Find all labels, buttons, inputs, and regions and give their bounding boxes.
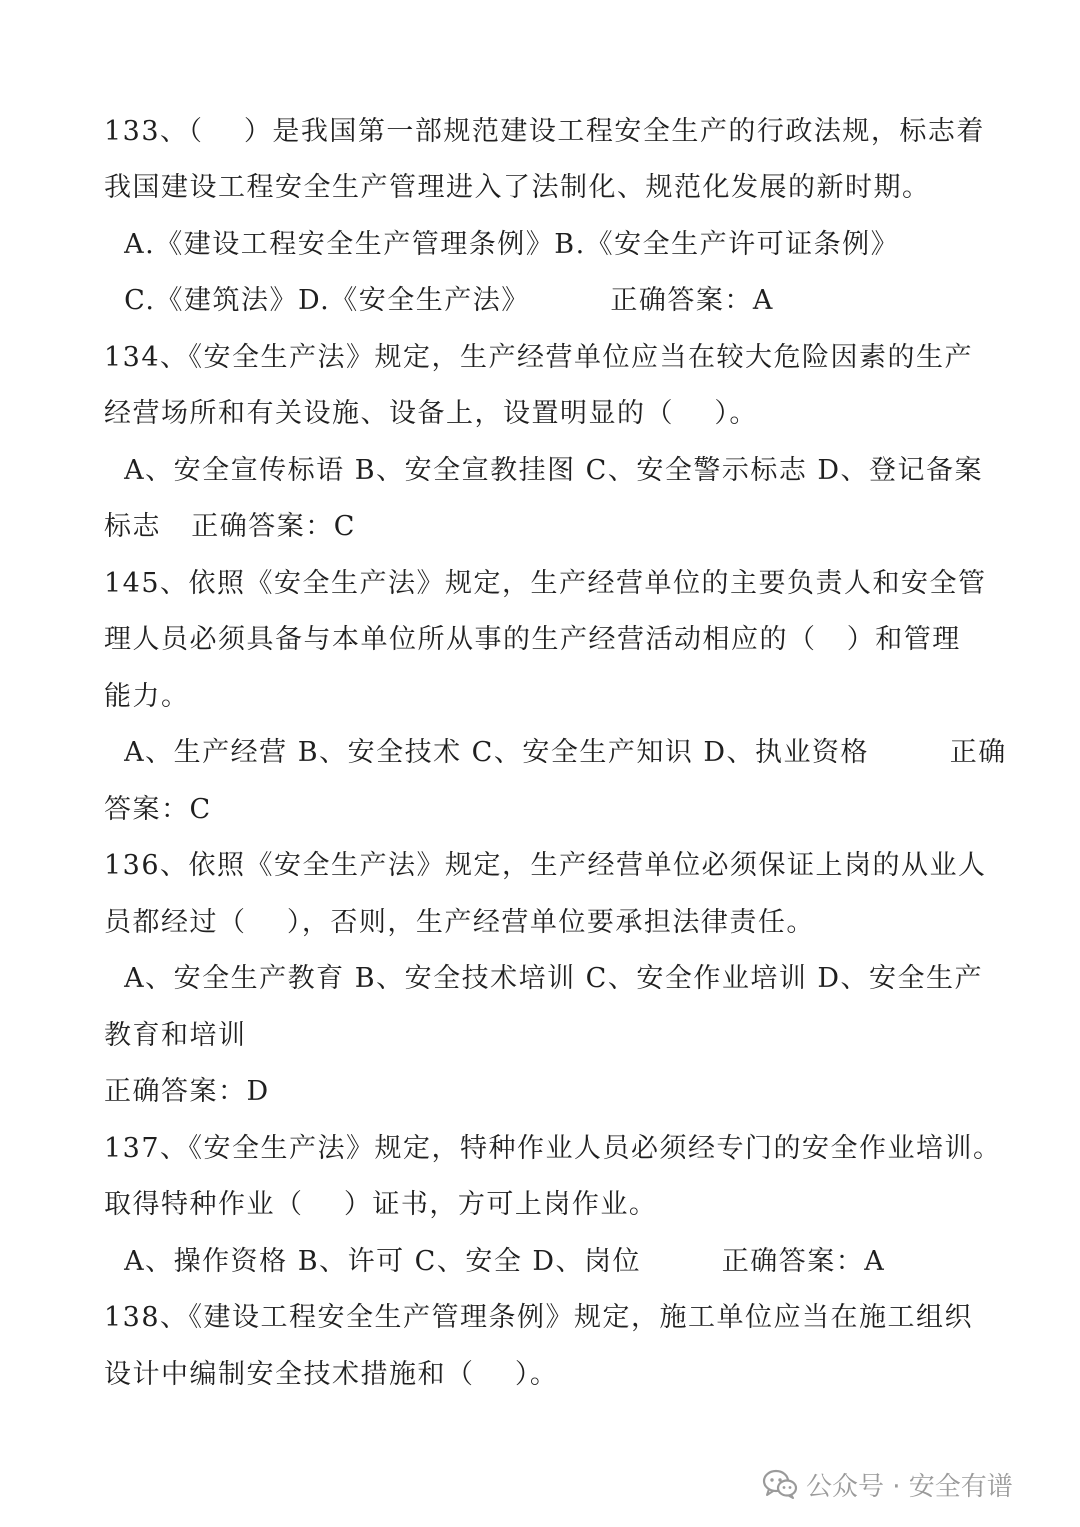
text-line: 137、《安全生产法》规定，特种作业人员必须经专门的安全作业培训。 — [104, 1133, 1002, 1164]
text-line: 教育和培训 — [104, 1020, 247, 1051]
wechat-icon — [762, 1469, 798, 1499]
text-line: 正确答案：D — [104, 1076, 270, 1107]
text-line: A.《建设工程安全生产管理条例》B.《安全生产许可证条例》 — [104, 229, 900, 260]
watermark — [762, 1456, 1013, 1512]
text-line: 138、《建设工程安全生产管理条例》规定，施工单位应当在施工组织 — [104, 1302, 974, 1333]
text-line: 取得特种作业（ ）证书，方可上岗作业。 — [104, 1189, 658, 1220]
text-line: A、生产经营 B、安全技术 C、安全生产知识 D、执业资格 正确 — [104, 737, 1007, 768]
text-line: A、安全宣传标语 B、安全宣教挂图 C、安全警示标志 D、登记备案 — [104, 455, 984, 486]
text-line: 能力。 — [104, 681, 190, 712]
text-line: 设计中编制安全技术措施和（ ）。 — [104, 1359, 559, 1390]
text-line: A、操作资格 B、许可 C、安全 D、岗位 正确答案：A — [104, 1246, 886, 1277]
text-line: 134、《安全生产法》规定，生产经营单位应当在较大危险因素的生产 — [104, 342, 974, 373]
text-line: A、安全生产教育 B、安全技术培训 C、安全作业培训 D、安全生产 — [104, 963, 984, 994]
watermark-text: 公众号 · 安全有谱 — [806, 1471, 1013, 1502]
text-line: 136、依照《安全生产法》规定，生产经营单位必须保证上岗的从业人 — [104, 850, 987, 881]
text-line: 理人员必须具备与本单位所从事的生产经营活动相应的（ ）和管理 — [104, 624, 961, 655]
text-line: 答案：C — [104, 794, 212, 825]
text-line: 133、（ ）是我国第一部规范建设工程安全生产的行政法规，标志着 — [104, 116, 985, 147]
text-line: C.《建筑法》D.《安全生产法》 正确答案：A — [104, 285, 774, 316]
text-line: 经营场所和有关设施、设备上，设置明显的（ ）。 — [104, 398, 758, 429]
text-line: 我国建设工程安全生产管理进入了法制化、规范化发展的新时期。 — [104, 172, 931, 203]
text-line: 员都经过（ ），否则，生产经营单位要承担法律责任。 — [104, 907, 815, 938]
text-line: 标志 正确答案：C — [104, 511, 356, 542]
text-line: 145、依照《安全生产法》规定，生产经营单位的主要负责人和安全管 — [104, 568, 987, 599]
